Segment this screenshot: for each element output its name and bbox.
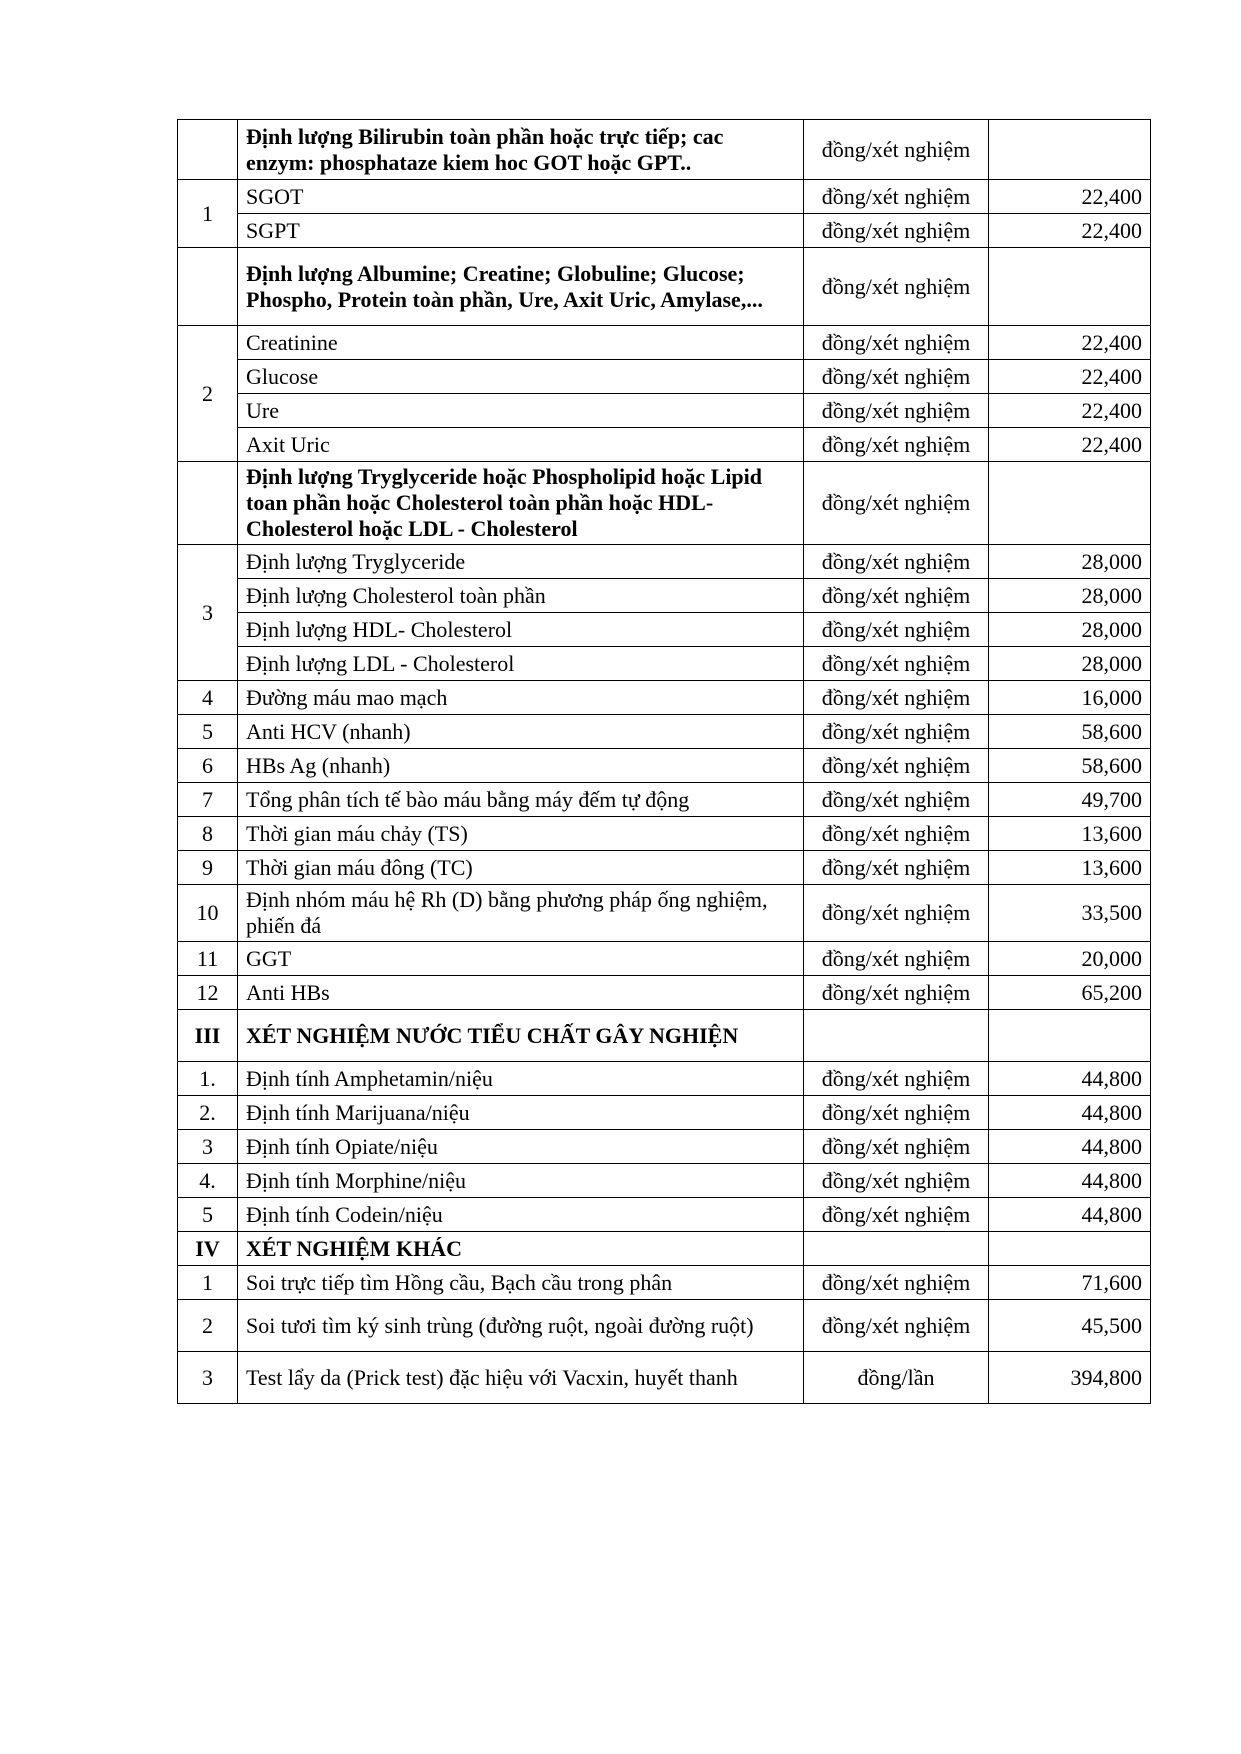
price <box>989 248 1151 326</box>
test-name: Định lượng LDL - Cholesterol <box>238 647 804 681</box>
row-number <box>178 462 238 545</box>
table-row <box>178 1010 1151 1062</box>
unit: đồng/xét nghiệm <box>804 817 989 851</box>
row-number: 1 <box>178 1266 238 1300</box>
table-row <box>178 120 1151 180</box>
row-number: 11 <box>178 942 238 976</box>
unit: đồng/xét nghiệm <box>804 851 989 885</box>
unit: đồng/xét nghiệm <box>804 1198 989 1232</box>
price: 28,000 <box>989 647 1151 681</box>
table-row <box>178 1352 1151 1404</box>
row-number: 4. <box>178 1164 238 1198</box>
price: 22,400 <box>989 360 1151 394</box>
unit: đồng/xét nghiệm <box>804 783 989 817</box>
price: 394,800 <box>989 1352 1151 1404</box>
row-number: 2. <box>178 1096 238 1130</box>
test-name: Định tính Marijuana/niệu <box>238 1096 804 1130</box>
test-name: SGPT <box>238 214 804 248</box>
test-name: Tổng phân tích tế bào máu bằng máy đếm tự động <box>238 783 804 817</box>
table-row <box>178 394 1151 428</box>
unit: đồng/xét nghiệm <box>804 360 989 394</box>
test-name: Định lượng HDL- Cholesterol <box>238 613 804 647</box>
table-row <box>178 1300 1151 1352</box>
table-row <box>178 248 1151 326</box>
table-row <box>178 942 1151 976</box>
test-name: Định lượng Bilirubin toàn phần hoặc trực tiếp; cac enzym: phosphataze kiem hoc GOT hoặc GPT.. <box>238 120 804 180</box>
table-row <box>178 214 1151 248</box>
price: 44,800 <box>989 1130 1151 1164</box>
table-row <box>178 885 1151 942</box>
unit: đồng/xét nghiệm <box>804 647 989 681</box>
table-row <box>178 715 1151 749</box>
unit: đồng/xét nghiệm <box>804 885 989 942</box>
unit: đồng/xét nghiệm <box>804 462 989 545</box>
table-row <box>178 1130 1151 1164</box>
row-number: 9 <box>178 851 238 885</box>
price: 22,400 <box>989 180 1151 214</box>
unit: đồng/xét nghiệm <box>804 1130 989 1164</box>
test-name: Định tính Morphine/niệu <box>238 1164 804 1198</box>
price: 71,600 <box>989 1266 1151 1300</box>
row-number: III <box>178 1010 238 1062</box>
price: 49,700 <box>989 783 1151 817</box>
table-row <box>178 579 1151 613</box>
unit: đồng/xét nghiệm <box>804 579 989 613</box>
unit: đồng/xét nghiệm <box>804 1096 989 1130</box>
row-number: 5 <box>178 715 238 749</box>
row-number: 6 <box>178 749 238 783</box>
table-row <box>178 1198 1151 1232</box>
table-row <box>178 1096 1151 1130</box>
unit: đồng/xét nghiệm <box>804 1300 989 1352</box>
table-row <box>178 817 1151 851</box>
unit: đồng/xét nghiệm <box>804 394 989 428</box>
row-number: 4 <box>178 681 238 715</box>
test-name: Soi trực tiếp tìm Hồng cầu, Bạch cầu trong phân <box>238 1266 804 1300</box>
price: 33,500 <box>989 885 1151 942</box>
price: 28,000 <box>989 545 1151 579</box>
price: 13,600 <box>989 817 1151 851</box>
test-name: Creatinine <box>238 326 804 360</box>
unit: đồng/xét nghiệm <box>804 214 989 248</box>
price <box>989 120 1151 180</box>
table-row <box>178 749 1151 783</box>
price: 44,800 <box>989 1062 1151 1096</box>
test-name: Định lượng Cholesterol toàn phần <box>238 579 804 613</box>
price: 58,600 <box>989 749 1151 783</box>
test-name: XÉT NGHIỆM NƯỚC TIỂU CHẤT GÂY NGHIỆN <box>238 1010 804 1062</box>
price: 16,000 <box>989 681 1151 715</box>
unit: đồng/xét nghiệm <box>804 1062 989 1096</box>
table-row <box>178 976 1151 1010</box>
unit: đồng/xét nghiệm <box>804 248 989 326</box>
table-row <box>178 1062 1151 1096</box>
price <box>989 1232 1151 1266</box>
unit: đồng/xét nghiệm <box>804 120 989 180</box>
price-table <box>177 119 1151 1404</box>
unit: đồng/xét nghiệm <box>804 715 989 749</box>
price: 44,800 <box>989 1198 1151 1232</box>
table-row <box>178 1266 1151 1300</box>
row-number: 10 <box>178 885 238 942</box>
price: 22,400 <box>989 326 1151 360</box>
table-row <box>178 428 1151 462</box>
test-name: Định tính Amphetamin/niệu <box>238 1062 804 1096</box>
unit: đồng/xét nghiệm <box>804 942 989 976</box>
row-number <box>178 120 238 180</box>
price <box>989 462 1151 545</box>
table-row <box>178 613 1151 647</box>
table-row <box>178 1232 1151 1266</box>
price: 44,800 <box>989 1164 1151 1198</box>
test-name: Anti HBs <box>238 976 804 1010</box>
unit: đồng/xét nghiệm <box>804 1164 989 1198</box>
test-name: HBs Ag (nhanh) <box>238 749 804 783</box>
test-name: XÉT NGHIỆM KHÁC <box>238 1232 804 1266</box>
unit: đồng/xét nghiệm <box>804 326 989 360</box>
test-name: Axit Uric <box>238 428 804 462</box>
table-row <box>178 1164 1151 1198</box>
price: 22,400 <box>989 214 1151 248</box>
price: 22,400 <box>989 428 1151 462</box>
unit: đồng/xét nghiệm <box>804 180 989 214</box>
table-row <box>178 180 1151 214</box>
unit: đồng/lần <box>804 1352 989 1404</box>
unit <box>804 1010 989 1062</box>
test-name: Định lượng Tryglyceride hoặc Phospholipid hoặc Lipid toan phần hoặc Cholesterol toàn phần hoặc HDL- Cholesterol hoặc LDL - Cholesterol <box>238 462 804 545</box>
table-row <box>178 360 1151 394</box>
price: 28,000 <box>989 579 1151 613</box>
table-row <box>178 783 1151 817</box>
price: 44,800 <box>989 1096 1151 1130</box>
test-name: Định tính Opiate/niệu <box>238 1130 804 1164</box>
row-number: 3 <box>178 1352 238 1404</box>
row-number: 1 <box>178 180 238 248</box>
price-table-body <box>178 120 1151 1404</box>
test-name: Ure <box>238 394 804 428</box>
unit: đồng/xét nghiệm <box>804 681 989 715</box>
test-name: Định nhóm máu hệ Rh (D) bằng phương pháp ống nghiệm, phiến đá <box>238 885 804 942</box>
unit: đồng/xét nghiệm <box>804 1266 989 1300</box>
price: 20,000 <box>989 942 1151 976</box>
table-row <box>178 545 1151 579</box>
table-row <box>178 647 1151 681</box>
row-number: 2 <box>178 1300 238 1352</box>
test-name: Thời gian máu chảy (TS) <box>238 817 804 851</box>
row-number: 8 <box>178 817 238 851</box>
test-name: Đường máu mao mạch <box>238 681 804 715</box>
table-row <box>178 326 1151 360</box>
price: 13,600 <box>989 851 1151 885</box>
table-row <box>178 851 1151 885</box>
unit: đồng/xét nghiệm <box>804 545 989 579</box>
row-number: 7 <box>178 783 238 817</box>
unit: đồng/xét nghiệm <box>804 749 989 783</box>
test-name: Thời gian máu đông (TC) <box>238 851 804 885</box>
unit: đồng/xét nghiệm <box>804 976 989 1010</box>
price: 28,000 <box>989 613 1151 647</box>
row-number <box>178 248 238 326</box>
row-number: 5 <box>178 1198 238 1232</box>
test-name: Soi tươi tìm ký sinh trùng (đường ruột, ngoài đường ruột) <box>238 1300 804 1352</box>
unit: đồng/xét nghiệm <box>804 428 989 462</box>
test-name: Định lượng Tryglyceride <box>238 545 804 579</box>
row-number: 3 <box>178 545 238 681</box>
test-name: Test lẩy da (Prick test) đặc hiệu với Vacxin, huyết thanh <box>238 1352 804 1404</box>
row-number: 2 <box>178 326 238 462</box>
test-name: Glucose <box>238 360 804 394</box>
test-name: Định tính Codein/niệu <box>238 1198 804 1232</box>
unit <box>804 1232 989 1266</box>
table-row <box>178 681 1151 715</box>
test-name: Anti HCV (nhanh) <box>238 715 804 749</box>
test-name: SGOT <box>238 180 804 214</box>
price: 22,400 <box>989 394 1151 428</box>
price: 45,500 <box>989 1300 1151 1352</box>
row-number: 12 <box>178 976 238 1010</box>
test-name: GGT <box>238 942 804 976</box>
price <box>989 1010 1151 1062</box>
row-number: IV <box>178 1232 238 1266</box>
price: 65,200 <box>989 976 1151 1010</box>
unit: đồng/xét nghiệm <box>804 613 989 647</box>
table-row <box>178 462 1151 545</box>
row-number: 3 <box>178 1130 238 1164</box>
test-name: Định lượng Albumine; Creatine; Globuline; Glucose; Phospho, Protein toàn phần, Ure, Axit Uric, Amylase,... <box>238 248 804 326</box>
row-number: 1. <box>178 1062 238 1096</box>
price: 58,600 <box>989 715 1151 749</box>
